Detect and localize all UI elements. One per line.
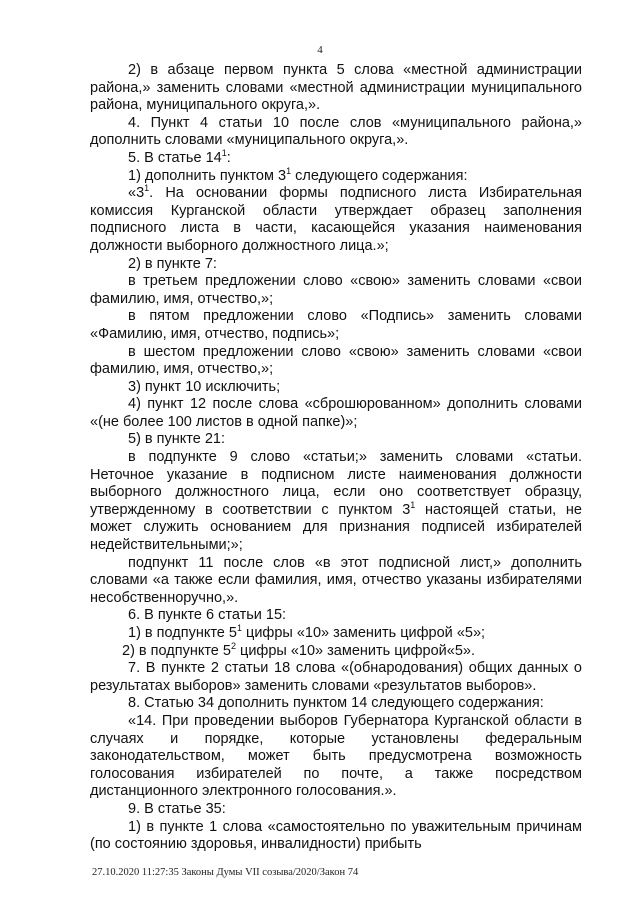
paragraph: 9. В статье 35:: [128, 800, 226, 817]
paragraph: 2) в пункте 7:: [128, 255, 217, 272]
paragraph: 5) в пункте 21:: [128, 431, 225, 448]
paragraph-text: «3: [128, 185, 145, 202]
paragraph-text: в подпункте 9 слово «статьи;» заменить словами «статьи. Неточное указание в подписном листе наименования должности выборного должностного лица, если оно соответствует образцу, утвержденному в соответствии с пунктом 3: [90, 449, 582, 518]
paragraph: [90, 165, 582, 186]
paragraph-text: 5. В статье 14: [128, 149, 222, 166]
page-number: 4: [317, 44, 323, 56]
paragraph: 2) в абзаце первом пункта 5 слова «местной администрации района,» заменить словами «местной администрации муниципального района, муниципального округа,».: [90, 62, 582, 114]
superscript: 1: [221, 147, 227, 158]
superscript: 1: [410, 499, 416, 510]
paragraph: [90, 640, 582, 661]
paragraph-text: цифры «10» заменить цифрой«5».: [235, 642, 476, 659]
paragraph-text: 2) в подпункте 5: [122, 642, 231, 659]
paragraph-text: настоящей статьи, не может служить основанием для признания подписей избирателей недействительными;»;: [90, 501, 582, 554]
paragraph-text: :: [226, 149, 231, 166]
paragraph: 4) пункт 12 после слова «сброшюрованном» дополнить словами «(не более 100 листов в одной папке)»;: [90, 396, 582, 430]
paragraph: [90, 625, 582, 643]
paragraph-text: 1) дополнить пунктом 3: [128, 167, 287, 184]
paragraph: [90, 147, 582, 168]
paragraph: 1) в пункте 1 слова «самостоятельно по уважительным причинам (по состоянию здоровья, инвалидности) прибыть: [90, 818, 582, 853]
paragraph-text: цифры «10» заменить цифрой «5»;: [241, 625, 486, 641]
paragraph: в третьем предложении слово «свою» заменить словами «свои фамилию, имя, отчество,»;: [90, 273, 582, 307]
paragraph: подпункт 11 после слов «в этот подписной лист,» дополнить словами «а также если фамилия, имя, отчество указаны избирателями несобственноручно,».: [90, 554, 582, 606]
superscript: 2: [230, 640, 236, 651]
paragraph: 4. Пункт 4 статьи 10 после слов «муниципального района,» дополнить словами «муниципального округа,».: [90, 114, 582, 149]
document-footer: 27.10.2020 11:27:35 Законы Думы VII созыва/2020/Закон 74: [92, 867, 359, 878]
paragraph: [90, 185, 582, 255]
superscript: 1: [286, 165, 292, 176]
paragraph: в пятом предложении слово «Подпись» заменить словами «Фамилию, имя, отчество, подпись»;: [90, 308, 582, 342]
paragraph-text: следующего содержания:: [291, 167, 468, 184]
paragraph: в шестом предложении слово «свою» заменить словами «свои фамилию, имя, отчество,»;: [90, 343, 582, 378]
paragraph-text: . На основании формы подписного листа Избирательная комиссия Курганской области утверждает образец заполнения подписного листа в части, касающейся указания наименования должности выборного должностного лица.»;: [90, 185, 582, 254]
paragraph: [90, 449, 582, 555]
superscript: 1: [144, 183, 150, 194]
paragraph: 3) пункт 10 исключить;: [128, 378, 281, 395]
paragraph-text: 1) в подпункте 5: [128, 625, 237, 641]
paragraph: 6. В пункте 6 статьи 15:: [128, 607, 287, 624]
superscript: 1: [236, 623, 242, 633]
paragraph: 7. В пункте 2 статьи 18 слова «(обнародования) общих данных о результатах выборов» заменить словами «результатов выборов».: [90, 660, 582, 694]
paragraph: 8. Статью 34 дополнить пунктом 14 следующего содержания:: [128, 695, 544, 712]
paragraph: «14. При проведении выборов Губернатора Курганской области в случаях и порядке, которые установлены федеральным законодательством, может быть предусмотрена возможность голосования избирателей по почте, а также посредством дистанционного электронного голосования.».: [90, 712, 582, 800]
document-body: [90, 62, 582, 854]
